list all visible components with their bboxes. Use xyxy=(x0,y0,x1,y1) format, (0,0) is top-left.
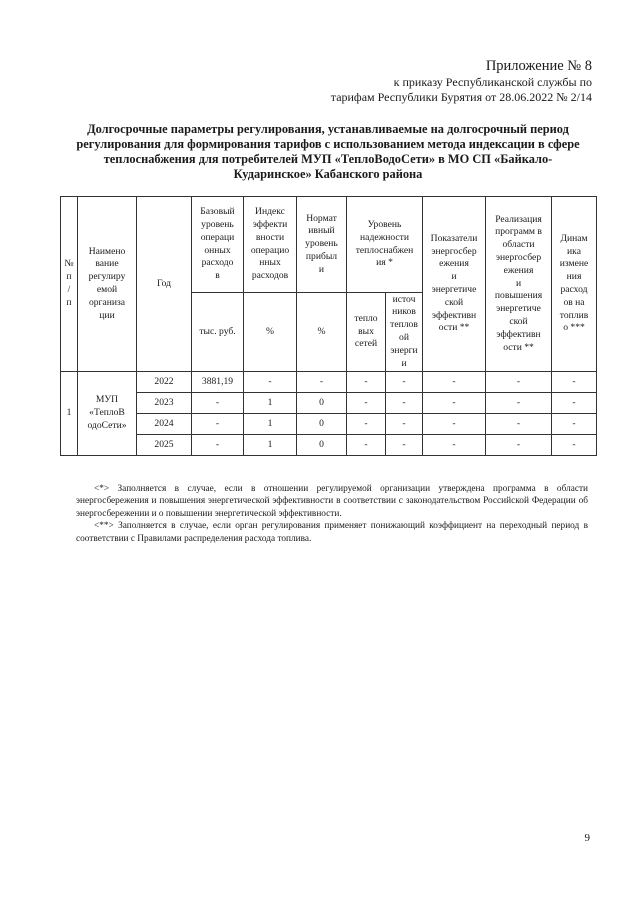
document-title xyxy=(72,122,584,182)
header-reliability-networks: тепло вых сетей xyxy=(347,293,386,372)
regulation-parameters-table xyxy=(60,196,597,456)
cell-year: 2023 xyxy=(137,393,192,414)
cell-profit: 0 xyxy=(297,435,347,456)
cell-fuel: - xyxy=(552,393,597,414)
cell-base: - xyxy=(192,414,244,435)
table-row xyxy=(61,414,597,435)
appendix-title: Приложение № 8 xyxy=(485,58,592,74)
table-row xyxy=(61,393,597,414)
cell-energy-eff: - xyxy=(423,372,486,393)
appendix-date-line: тарифам Республики Бурятия от 28.06.2022 № 2/14 xyxy=(330,90,592,104)
cell-programs: - xyxy=(486,414,552,435)
cell-sources: - xyxy=(386,435,423,456)
unit-index: % xyxy=(244,293,297,372)
unit-norm-profit: % xyxy=(297,293,347,372)
header-base-level: Базовый уровень операци онных расходо в xyxy=(192,197,244,293)
org-number: 1 xyxy=(61,372,78,456)
cell-sources: - xyxy=(386,414,423,435)
footnote-reliability: <*> Заполняется в случае, если в отношении регулируемой организации утверждена программа в области энергосбережения и повышения энергетической эффективности в соответствии с законодательством Российской Федерации об энергосбережении и о повышении энергетической эффективности. xyxy=(76,484,588,519)
table-row xyxy=(61,372,597,393)
footnotes xyxy=(76,483,588,545)
header-num: № п / п xyxy=(61,197,78,372)
cell-index: 1 xyxy=(244,435,297,456)
table-row xyxy=(61,435,597,456)
appendix-order-line: к приказу Республиканской службы по xyxy=(393,75,592,89)
cell-energy-eff: - xyxy=(423,435,486,456)
cell-base: - xyxy=(192,393,244,414)
title-line: теплоснабжения для потребителей МУП «ТеплоВодоСети» в МО СП «Байкало- xyxy=(103,152,553,166)
cell-networks: - xyxy=(347,414,386,435)
cell-energy-eff: - xyxy=(423,414,486,435)
title-line: регулирования для формирования тарифов с использованием метода индексации в сфере xyxy=(76,137,580,151)
footnote-coefficient: <**> Заполняется в случае, если орган регулирования применяет понижающий коэффициент на переходный период в соответствии с Правилами распределения расхода топлива. xyxy=(76,521,588,544)
cell-sources: - xyxy=(386,393,423,414)
cell-index: - xyxy=(244,372,297,393)
appendix-header xyxy=(272,58,592,105)
header-fuel-dynamics: Динам ика измене ния расход ов на топлив о *** xyxy=(552,197,597,372)
cell-base: 3881,19 xyxy=(192,372,244,393)
cell-fuel: - xyxy=(552,414,597,435)
title-line: Долгосрочные параметры регулирования, устанавливаемые на долгосрочный период xyxy=(87,122,569,136)
header-year: Год xyxy=(137,197,192,372)
cell-programs: - xyxy=(486,435,552,456)
header-row xyxy=(61,197,597,293)
cell-year: 2025 xyxy=(137,435,192,456)
cell-sources: - xyxy=(386,372,423,393)
header-efficiency-index: Индекс эффекти вности операцио нных расходов xyxy=(244,197,297,293)
cell-profit: - xyxy=(297,372,347,393)
cell-networks: - xyxy=(347,372,386,393)
cell-programs: - xyxy=(486,372,552,393)
cell-fuel: - xyxy=(552,435,597,456)
header-org-name: Наимено вание регулиру емой организа ции xyxy=(78,197,137,372)
cell-profit: 0 xyxy=(297,414,347,435)
unit-base-level: тыс. руб. xyxy=(192,293,244,372)
cell-year: 2022 xyxy=(137,372,192,393)
cell-networks: - xyxy=(347,393,386,414)
header-reliability-sources: источ ников теплов ой энерги и xyxy=(386,293,423,372)
header-reliability: Уровень надежности теплоснабжен ия * xyxy=(347,197,423,293)
cell-base: - xyxy=(192,435,244,456)
header-norm-profit: Нормат ивный уровень прибыл и xyxy=(297,197,347,293)
cell-profit: 0 xyxy=(297,393,347,414)
cell-index: 1 xyxy=(244,414,297,435)
header-programs: Реализация программ в области энергосбер ежения и повышения энергетиче ской эффективн ости ** xyxy=(486,197,552,372)
header-energy-efficiency: Показатели энергосбер ежения и энергетиче ской эффективн ости ** xyxy=(423,197,486,372)
cell-index: 1 xyxy=(244,393,297,414)
cell-networks: - xyxy=(347,435,386,456)
title-line: Кударинское» Кабанского района xyxy=(233,167,423,181)
cell-energy-eff: - xyxy=(423,393,486,414)
cell-fuel: - xyxy=(552,372,597,393)
cell-year: 2024 xyxy=(137,414,192,435)
org-name: МУП «ТеплоВ одоСети» xyxy=(78,372,137,456)
cell-programs: - xyxy=(486,393,552,414)
page-number: 9 xyxy=(584,832,590,844)
